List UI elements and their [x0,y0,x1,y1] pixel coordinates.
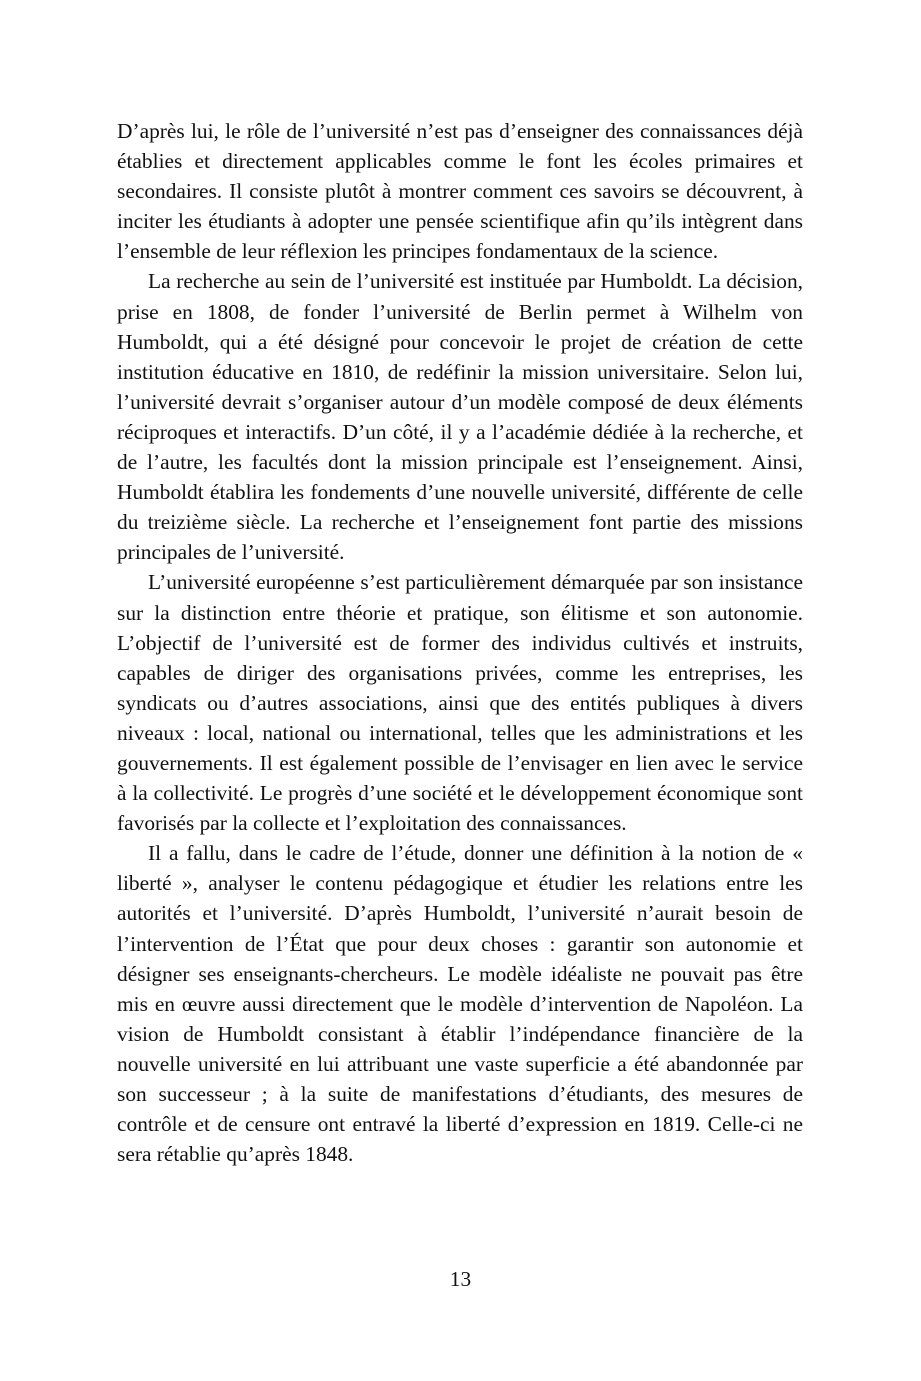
page-body [117,116,803,1169]
paragraph-3: L’université européenne s’est particulièrement démarquée par son insistance sur la distinction entre théorie et pratique, son élitisme et son autonomie. L’objectif de l’université est de former des individus cultivés et instruits, capables de diriger des organisations privées, comme les entreprises, les syndicats ou d’autres associations, ainsi que des entités publiques à divers niveaux : local, national ou international, telles que les administrations et les gouvernements. Il est également possible de l’envisager en lien avec le service à la collectivité. Le progrès d’une société et le développement économique sont favorisés par la collecte et l’exploitation des connaissances. [117,570,803,836]
paragraph-4: Il a fallu, dans le cadre de l’étude, donner une définition à la notion de « liberté », analyser le contenu pédagogique et étudier les relations entre les autorités et l’université. D’après Humboldt, l’université n’aurait besoin de l’intervention de l’État que pour deux choses : garantir son autonomie et désigner ses enseignants-chercheurs. Le modèle idéaliste ne pouvait pas être mis en œuvre aussi directement que le modèle d’intervention de Napoléon. La vision de Humboldt consistant à établir l’indépendance financière de la nouvelle université en lui attribuant une vaste superficie a été abandonnée par son successeur ; à la suite de manifestations d’étudiants, des mesures de contrôle et de censure ont entravé la liberté d’expression en 1819. Celle-ci ne sera rétablie qu’après 1848. [117,841,803,1167]
paragraph-1: D’après lui, le rôle de l’université n’est pas d’enseigner des connaissances déjà établies et directement applicables comme le font les écoles primaires et secondaires. Il consiste plutôt à montrer comment ces savoirs se découvrent, à inciter les étudiants à adopter une pensée scientifique afin qu’ils intègrent dans l’ensemble de leur réflexion les principes fondamentaux de la science. [117,119,803,264]
page-number: 13 [449,1267,472,1291]
paragraph-2: La recherche au sein de l’université est instituée par Humboldt. La décision, prise en 1808, de fonder l’université de Berlin permet à Wilhelm von Humboldt, qui a été désigné pour concevoir le projet de création de cette institution éducative en 1810, de redéfinir la mission universitaire. Selon lui, l’université devrait s’organiser autour d’un modèle composé de deux éléments réciproques et interactifs. D’un côté, il y a l’académie dédiée à la recherche, et de l’autre, les facultés dont la mission principale est l’enseignement. Ainsi, Humboldt établira les fondements d’une nouvelle université, différente de celle du treizième siècle. La recherche et l’enseignement font partie des missions principales de l’université. [117,269,803,565]
